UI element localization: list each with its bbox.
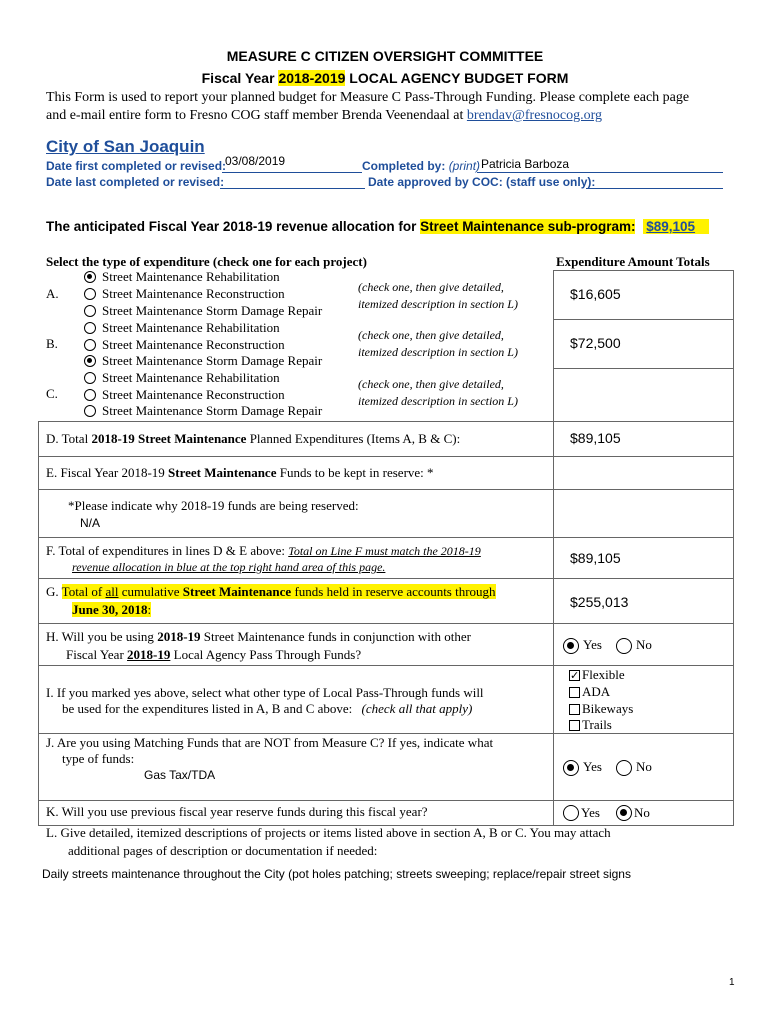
- option-label: Street Maintenance Rehabilitation: [102, 269, 280, 284]
- row-j-yes-radio[interactable]: [563, 760, 579, 776]
- row-h-yes-radio[interactable]: [563, 638, 579, 654]
- row-h-suffix: Street Maintenance funds in conjunction with other: [200, 629, 471, 644]
- intro-line-2-text: and e-mail entire form to Fresno COG staff member Brenda Veenendaal at: [46, 108, 467, 123]
- project-a-storm-radio[interactable]: [84, 305, 96, 317]
- row-h-line2-suffix: Local Agency Pass Through Funds?: [170, 647, 362, 662]
- row-j-line1: J. Are you using Matching Funds that are NOT from Measure C? If yes, indicate what: [46, 735, 494, 750]
- row-f-label: [46, 543, 481, 559]
- section-l-answer[interactable]: Daily streets maintenance throughout the City (pot holes patching; streets sweeping; replace/repair street signs: [42, 867, 631, 881]
- check-note-line1: (check one, then give detailed,: [358, 280, 504, 294]
- row-g-highlight: [62, 584, 496, 599]
- row-h-bold: 2018-19: [157, 629, 201, 644]
- row-k-yes-label: Yes: [581, 805, 600, 820]
- project-b-letter: B.: [46, 336, 58, 351]
- row-g-amount[interactable]: $255,013: [570, 594, 629, 610]
- intro-line-1: This Form is used to report your planned budget for Measure C Pass-Through Funding. Please complete each page: [46, 90, 690, 105]
- row-f-note1: Total on Line F must match the 2018-19: [288, 544, 481, 558]
- row-d-suffix: Planned Expenditures (Items A, B & C):: [246, 431, 461, 446]
- row-g-prefix: G.: [46, 584, 62, 599]
- date-last-label: Date last completed or revised:: [46, 175, 225, 189]
- project-c-rehab-radio[interactable]: [84, 372, 96, 384]
- row-g-bold: Street Maintenance: [182, 584, 292, 599]
- row-e-prefix: E. Fiscal Year 2018-19: [46, 465, 169, 480]
- row-j-no-radio[interactable]: [616, 760, 632, 776]
- project-c-letter: C.: [46, 386, 58, 401]
- allocation-text: The anticipated Fiscal Year 2018-19 revenue allocation for: [46, 219, 421, 234]
- subtitle-year: 2018-2019: [278, 70, 346, 86]
- intro-line-2: [46, 108, 602, 124]
- row-f-amount[interactable]: $89,105: [570, 550, 621, 566]
- project-a-reconstruct-radio[interactable]: [84, 288, 96, 300]
- option-label: Street Maintenance Storm Damage Repair: [102, 403, 323, 418]
- row-d-prefix: D. Total: [46, 431, 92, 446]
- select-header: Select the type of expenditure (check one for each project): [46, 254, 367, 269]
- row-i-line2-text: be used for the expenditures listed in A, B and C above:: [62, 701, 353, 716]
- row-h-line1: [46, 629, 471, 645]
- completed-by-print: (print): [448, 159, 481, 173]
- completed-by-field[interactable]: Patricia Barboza: [481, 157, 570, 171]
- option-label: Street Maintenance Rehabilitation: [102, 370, 280, 385]
- row-f-prefix: F. Total of expenditures in lines D & E above:: [46, 543, 289, 558]
- form-subtitle: [0, 70, 770, 86]
- row-k-no-label: No: [634, 805, 650, 820]
- trails-checkbox[interactable]: [569, 720, 580, 731]
- date-first-label: Date first completed or revised:: [46, 159, 227, 173]
- project-c-storm-radio[interactable]: [84, 405, 96, 417]
- row-d-amount[interactable]: $89,105: [570, 430, 621, 446]
- ada-checkbox[interactable]: [569, 687, 580, 698]
- row-k-label: K. Will you use previous fiscal year reserve funds during this fiscal year?: [46, 804, 428, 819]
- row-g-t1: Total of: [61, 584, 106, 599]
- option-label: Street Maintenance Rehabilitation: [102, 320, 280, 335]
- project-b-rehab-radio[interactable]: [84, 322, 96, 334]
- row-i-line2: [62, 701, 472, 717]
- section-l-line1: L. Give detailed, itemized descriptions of projects or items listed above in section A, B or C. You may attach: [46, 825, 611, 840]
- section-l-line2: additional pages of description or documentation if needed:: [68, 843, 378, 858]
- row-g-t3: funds held in reserve accounts through: [291, 584, 496, 599]
- row-i-option-label: Trails: [582, 717, 612, 732]
- row-h-no-label: No: [636, 637, 652, 652]
- flexible-checkbox[interactable]: ✓: [570, 669, 580, 682]
- allocation-line: [46, 219, 709, 234]
- row-g-colon: :: [147, 602, 152, 617]
- row-g-line2: [72, 602, 151, 618]
- row-j-line2: type of funds:: [62, 751, 135, 766]
- page-number: 1: [729, 977, 735, 988]
- option-label: Street Maintenance Reconstruction: [102, 337, 285, 352]
- allocation-program: Street Maintenance sub-program:: [420, 219, 636, 234]
- subtitle-suffix: LOCAL AGENCY BUDGET FORM: [345, 70, 569, 86]
- option-label: Street Maintenance Reconstruction: [102, 387, 285, 402]
- row-j-no-label: No: [636, 759, 652, 774]
- row-h-no-radio[interactable]: [616, 638, 632, 654]
- row-i-note: (check all that apply): [361, 701, 473, 716]
- row-i-line1: I. If you marked yes above, select what other type of Local Pass-Through funds will: [46, 685, 484, 700]
- row-j-answer[interactable]: Gas Tax/TDA: [144, 768, 216, 782]
- email-link[interactable]: brendav@fresnocog.org: [466, 108, 602, 123]
- row-j-yes-label: Yes: [583, 759, 602, 774]
- project-a-rehab-radio[interactable]: [84, 271, 96, 283]
- amount-header: Expenditure Amount Totals: [556, 254, 710, 269]
- check-note-line1: (check one, then give detailed,: [358, 328, 504, 342]
- check-note-line2: itemized description in section L): [358, 297, 518, 311]
- form-title: MEASURE C CITIZEN OVERSIGHT COMMITTEE: [226, 48, 544, 64]
- row-k-no-radio[interactable]: [616, 805, 632, 821]
- row-h-prefix: H. Will you be using: [46, 629, 158, 644]
- row-h-yes-label: Yes: [583, 637, 602, 652]
- project-a-letter: A.: [46, 286, 59, 301]
- row-d-label: [46, 431, 460, 447]
- check-note-line2: itemized description in section L): [358, 394, 518, 408]
- project-c-reconstruct-radio[interactable]: [84, 389, 96, 401]
- check-note-line2: itemized description in section L): [358, 345, 518, 359]
- allocation-amount: $89,105: [643, 219, 709, 234]
- row-e-bold: Street Maintenance: [168, 465, 277, 480]
- row-g-all: all: [105, 584, 119, 599]
- project-b-amount[interactable]: $72,500: [570, 335, 621, 351]
- row-g-date: June 30, 2018: [72, 602, 148, 617]
- row-h-line2: [66, 647, 361, 663]
- row-k-yes-radio[interactable]: [563, 805, 579, 821]
- agency-name: City of San Joaquin: [46, 137, 205, 156]
- subtitle-prefix: Fiscal Year: [201, 70, 279, 86]
- row-e-suffix: Funds to be kept in reserve: *: [276, 465, 434, 480]
- project-b-reconstruct-radio[interactable]: [84, 339, 96, 351]
- option-label: Street Maintenance Storm Damage Repair: [102, 353, 323, 368]
- date-first-field[interactable]: 03/08/2019: [225, 154, 286, 168]
- bikeways-checkbox[interactable]: [569, 704, 580, 715]
- row-i-option-label: Flexible: [582, 667, 625, 682]
- reserve-note: *Please indicate why 2018-19 funds are being reserved:: [68, 498, 359, 513]
- row-d-bold: 2018-19 Street Maintenance: [91, 431, 247, 446]
- row-g-line1: [46, 584, 496, 600]
- project-b-storm-radio[interactable]: [84, 355, 96, 367]
- completed-by-label: [362, 159, 480, 173]
- option-label: Street Maintenance Reconstruction: [102, 286, 285, 301]
- row-h-line2-prefix: Fiscal Year: [66, 647, 128, 662]
- row-g-t2: cumulative: [118, 584, 183, 599]
- row-f-note2: revenue allocation in blue at the top right hand area of this page.: [72, 560, 386, 574]
- reserve-answer[interactable]: N/A: [80, 516, 101, 530]
- option-label: Street Maintenance Storm Damage Repair: [102, 303, 323, 318]
- date-approved-label: Date approved by COC: (staff use only):: [368, 175, 596, 189]
- project-a-amount[interactable]: $16,605: [570, 286, 621, 302]
- row-i-option-label: ADA: [582, 684, 611, 699]
- row-e-label: [46, 465, 434, 481]
- row-h-line2-bold: 2018-19: [127, 647, 171, 662]
- row-i-option-label: Bikeways: [582, 701, 634, 716]
- completed-by-text: Completed by:: [362, 159, 446, 173]
- check-note-line1: (check one, then give detailed,: [358, 377, 504, 391]
